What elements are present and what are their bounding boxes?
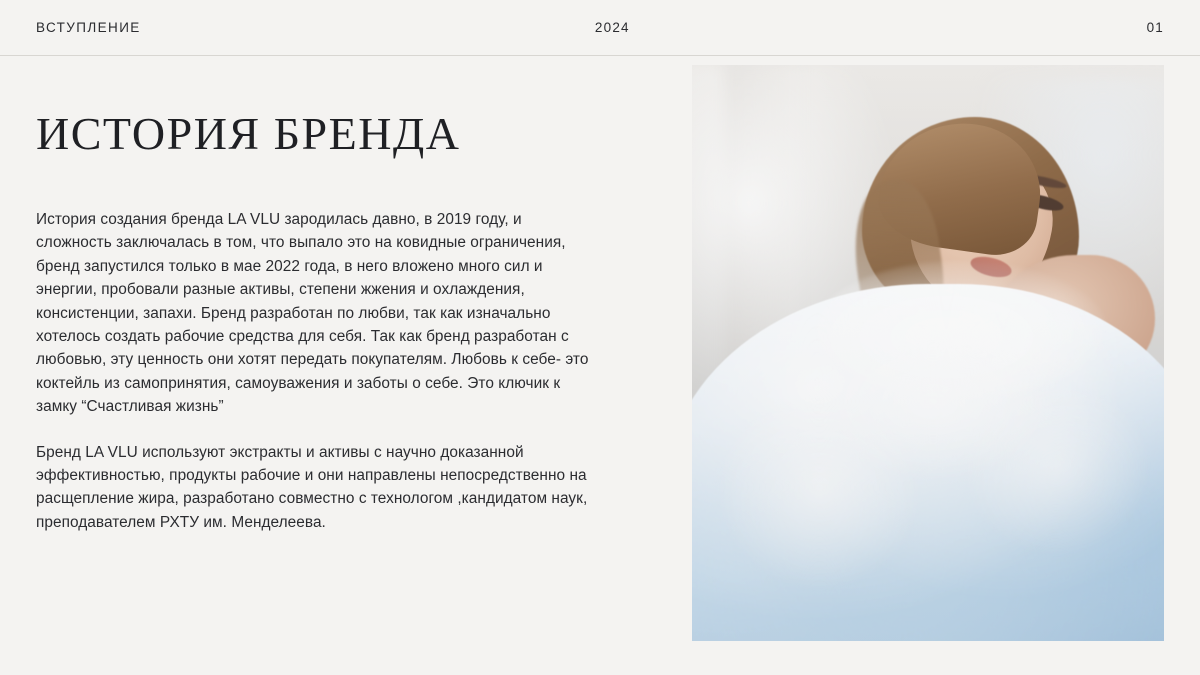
body-text [36, 208, 596, 534]
page-title: ИСТОРИЯ БРЕНДА [36, 107, 461, 159]
header-page-number: 01 [1146, 20, 1164, 35]
header-year: 2024 [594, 20, 630, 35]
hero-photo [692, 65, 1164, 641]
paragraph-1: История создания бренда LA VLU зародилась давно, в 2019 году, и сложность заключалась в том, что выпало это на ковидные ограничения, бренд запустился только в мае 2022 года, в него вложено много сил и энергии, пробовали разные активы, степени жжения и охлаждения, консистенции, запахи. Бренд разработан по любви, так как изначально хотелось создать рабочие средства для себя. Так как бренд разработан с любовью, эту ценность они хотят передать покупателям. Любовь к себе- это коктейль из самопринятия, самоуважения и заботы о себе. Это ключик к замку “Счастливая жизнь” [36, 211, 589, 416]
header-section-label: ВСТУПЛЕНИЕ [36, 20, 141, 35]
dress-ruffle-center [796, 342, 1070, 492]
photo-illustration [692, 65, 1164, 641]
paragraph-2: Бренд LA VLU используют экстракты и активы с научно доказанной эффективностью, продукты рабочие и они направлены непосредственно на расщепление жира, разработано совместно с технологом ,кандидатом наук, преподавателем РХТУ им. Менделеева. [36, 443, 588, 531]
slide-content [0, 56, 1200, 675]
slide-header [0, 0, 1200, 56]
